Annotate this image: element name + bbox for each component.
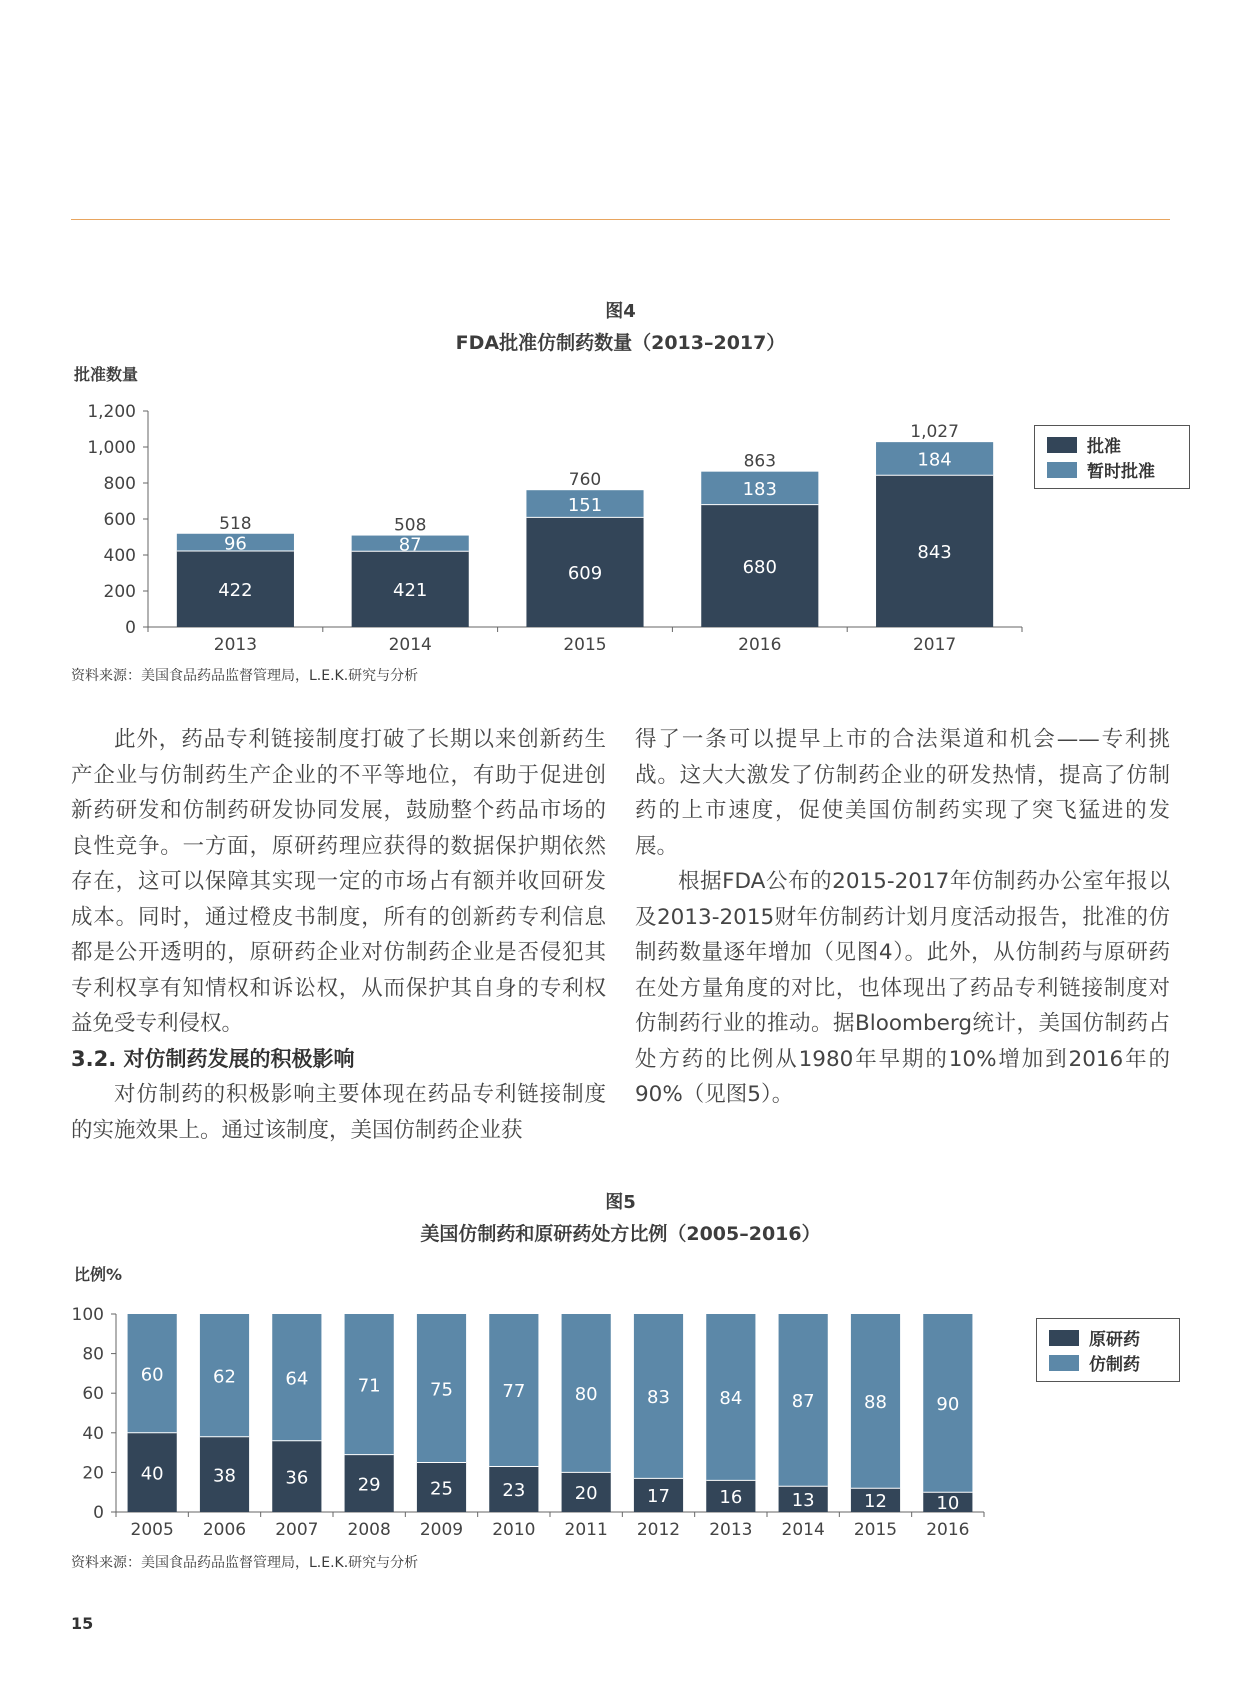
- y-tick-label: 0: [125, 618, 136, 638]
- section-heading: 3.2. 对仿制药发展的积极影响: [71, 1046, 355, 1071]
- legend-label: 原研药: [1089, 1330, 1140, 1350]
- legend-label: 批准: [1087, 437, 1121, 457]
- data-label: 84: [719, 1388, 743, 1410]
- total-label: 1,027: [910, 422, 959, 443]
- left-paragraph-2: 对仿制药的积极影响主要体现在药品专利链接制度的实施效果上。通过该制度，美国仿制药企业获: [71, 1082, 606, 1143]
- data-label: 17: [647, 1486, 670, 1508]
- figure4-source: 资料来源：美国食品药品监督管理局，L.E.K.研究与分析: [71, 668, 419, 684]
- y-tick-label: 100: [71, 1305, 104, 1325]
- data-label: 184: [917, 449, 952, 471]
- data-label: 12: [864, 1491, 887, 1513]
- x-tick-label: 2005: [130, 1520, 174, 1540]
- figure5-source: 资料来源：美国食品药品监督管理局，L.E.K.研究与分析: [71, 1555, 419, 1571]
- data-label: 680: [742, 556, 777, 578]
- right-paragraph-1: 得了一条可以提早上市的合法渠道和机会——专利挑战。这大大激发了仿制药企业的研发热情，提高了仿制药的上市速度，促使美国仿制药实现了突飞猛进的发展。: [635, 727, 1170, 859]
- data-label: 29: [357, 1474, 381, 1496]
- x-tick-label: 2006: [202, 1520, 247, 1540]
- x-tick-label: 2010: [492, 1520, 536, 1540]
- data-label: 25: [430, 1478, 453, 1500]
- y-tick-label: 0: [93, 1503, 104, 1523]
- data-label: 64: [285, 1368, 309, 1390]
- x-tick-label: 2009: [419, 1520, 464, 1540]
- y-tick-label: 1,000: [87, 438, 136, 458]
- x-tick-label: 2016: [738, 635, 782, 655]
- x-tick-label: 2013: [213, 635, 258, 655]
- figure5-title: 美国仿制药和原研药处方比例（2005–2016）: [420, 1223, 821, 1245]
- legend-swatch: [1049, 1330, 1079, 1346]
- figure4-ylabel: 批准数量: [74, 365, 139, 384]
- data-label: 77: [502, 1381, 526, 1403]
- y-tick-label: 400: [103, 546, 136, 566]
- data-label: 10: [936, 1493, 960, 1515]
- data-label: 71: [357, 1375, 381, 1397]
- data-label: 843: [917, 542, 952, 564]
- data-label: 87: [398, 534, 422, 556]
- y-tick-label: 80: [82, 1344, 104, 1365]
- data-label: 151: [567, 494, 603, 516]
- y-tick-label: 800: [103, 474, 136, 494]
- figure5-ylabel: 比例%: [74, 1265, 123, 1284]
- total-label: 760: [568, 470, 602, 491]
- x-tick-label: 2007: [275, 1520, 319, 1540]
- header-rule: [71, 219, 1170, 220]
- x-tick-label: 2015: [563, 635, 607, 655]
- legend-label: 暂时批准: [1087, 462, 1155, 482]
- legend-item: [1047, 457, 1177, 482]
- x-tick-label: 2013: [709, 1520, 753, 1540]
- figure4-label: 图4: [605, 301, 636, 322]
- left-column: [71, 722, 606, 1148]
- x-tick-label: 2012: [636, 1520, 681, 1540]
- y-tick-label: 40: [82, 1423, 104, 1444]
- legend-item: [1049, 1350, 1167, 1375]
- figure5-label: 图5: [605, 1192, 636, 1213]
- legend-swatch: [1047, 437, 1077, 453]
- data-label: 609: [567, 563, 603, 585]
- data-label: 80: [574, 1384, 598, 1406]
- figure5-legend: [1036, 1318, 1180, 1382]
- data-label: 16: [719, 1487, 743, 1509]
- data-label: 62: [213, 1366, 236, 1388]
- data-label: 421: [393, 580, 428, 602]
- figure4-legend: [1034, 425, 1190, 489]
- total-label: 863: [743, 451, 777, 472]
- data-label: 60: [140, 1364, 164, 1386]
- legend-item: [1049, 1325, 1167, 1350]
- x-tick-label: 2014: [388, 635, 432, 655]
- data-label: 83: [647, 1387, 670, 1409]
- legend-swatch: [1049, 1355, 1079, 1371]
- x-tick-label: 2017: [912, 635, 957, 655]
- page-number: 15: [71, 1614, 94, 1633]
- data-label: 20: [574, 1483, 598, 1505]
- data-label: 88: [864, 1392, 887, 1414]
- data-label: 36: [285, 1467, 309, 1489]
- data-label: 40: [140, 1463, 164, 1485]
- right-column: [635, 722, 1170, 1113]
- y-tick-label: 600: [103, 510, 136, 530]
- legend-label: 仿制药: [1089, 1355, 1140, 1375]
- data-label: 422: [218, 580, 253, 602]
- total-label: 508: [393, 515, 427, 536]
- data-label: 90: [936, 1394, 960, 1416]
- y-tick-label: 200: [103, 582, 136, 602]
- x-tick-label: 2008: [347, 1520, 391, 1540]
- right-paragraph-2: 根据FDA公布的2015-2017年仿制药办公室年报以及2013-2015财年仿制药计划月度活动报告，批准的仿制药数量逐年增加（见图4）。此外，从仿制药与原研药在处方量角度的对比，也体现出了药品专利链接制度对仿制药行业的推动。据Bloomberg统计，美国仿制药占处方药的比例从1980年早期的10%增加到2016年的90%（见图5）。: [635, 869, 1170, 1107]
- data-label: 38: [213, 1465, 236, 1487]
- figure4-title: FDA批准仿制药数量（2013–2017）: [455, 332, 786, 354]
- y-tick-label: 20: [82, 1463, 104, 1484]
- legend-item: [1047, 432, 1177, 457]
- data-label: 87: [791, 1391, 815, 1413]
- data-label: 183: [742, 479, 777, 501]
- x-tick-label: 2015: [853, 1520, 898, 1540]
- left-paragraph-1: 此外，药品专利链接制度打破了长期以来创新药生产企业与仿制药生产企业的不平等地位，有助于促进创新药研发和仿制药研发协同发展，鼓励整个药品市场的良性竞争。一方面，原研药理应获得的数据保护期依然存在，这可以保障其实现一定的市场占有额并收回研发成本。同时，通过橙皮书制度，所有的创新药专利信息都是公开透明的，原研药企业对仿制药企业是否侵犯其专利权享有知情权和诉讼权，从而保护其自身的专利权益免受专利侵权。: [71, 727, 606, 1036]
- total-label: 518: [219, 513, 252, 534]
- x-tick-label: 2011: [564, 1520, 608, 1540]
- x-tick-label: 2016: [926, 1520, 970, 1540]
- legend-swatch: [1047, 462, 1077, 478]
- x-tick-label: 2014: [781, 1520, 825, 1540]
- data-label: 23: [502, 1480, 526, 1502]
- y-tick-label: 60: [82, 1384, 104, 1405]
- y-tick-label: 1,200: [87, 402, 136, 422]
- data-label: 75: [430, 1379, 453, 1401]
- data-label: 96: [223, 533, 247, 555]
- data-label: 13: [791, 1490, 815, 1512]
